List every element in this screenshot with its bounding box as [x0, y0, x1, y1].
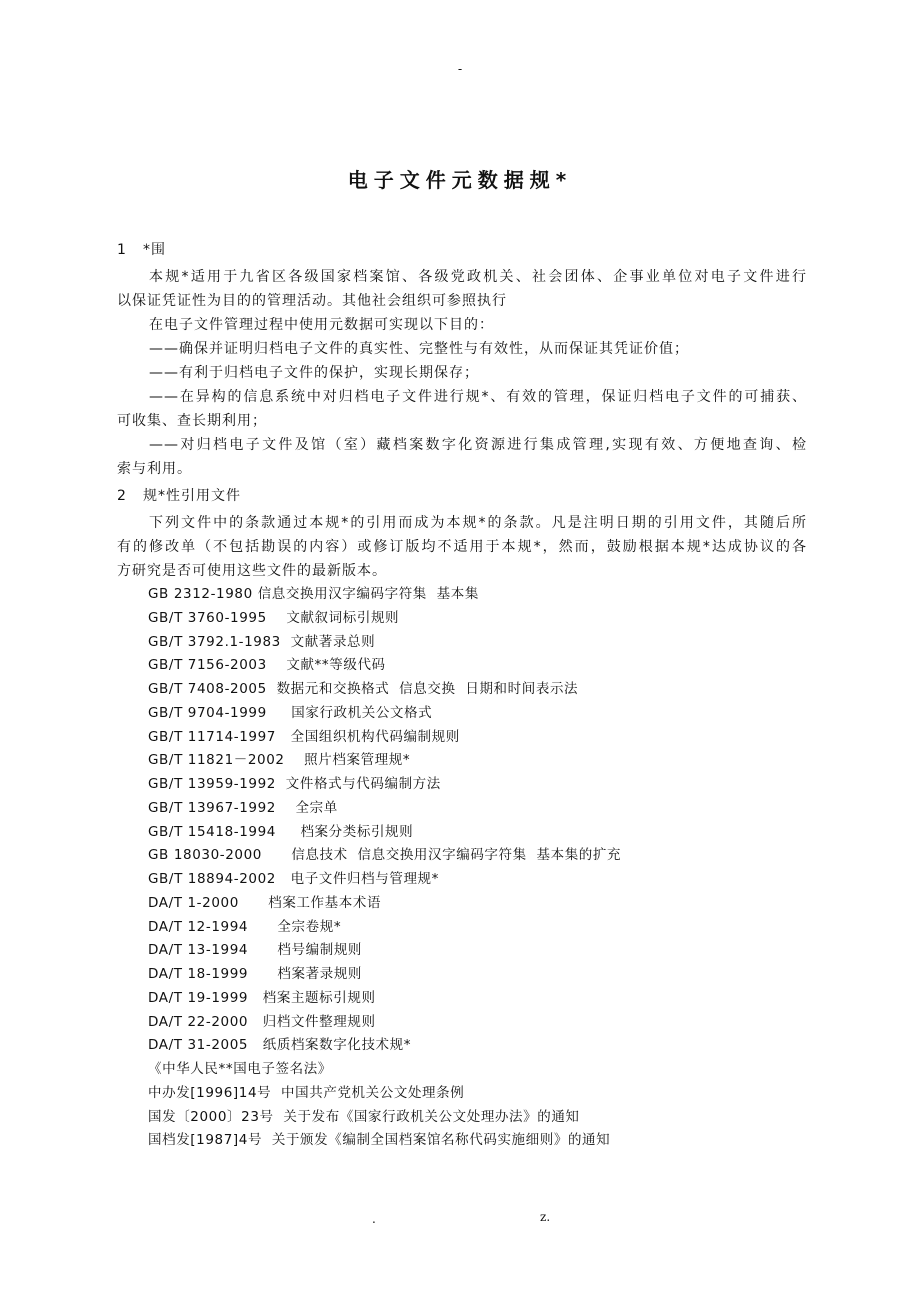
section-1-paragraph-2: 在电子文件管理过程中使用元数据可实现以下目的： — [149, 317, 494, 333]
reference-item: GB/T 7156-2003 文献**等级代码 — [148, 657, 386, 674]
reference-item: DA/T 1-2000 档案工作基本术语 — [148, 894, 382, 911]
section-2-title: 规*性引用文件 — [143, 488, 241, 504]
section-1-heading — [117, 238, 807, 262]
section-1-bullet-3-line-2: 可收集、查长期利用； — [117, 413, 267, 429]
section-1-title: *围 — [143, 242, 166, 258]
section-1-number: 1 — [117, 242, 127, 258]
section-1-bullet-1: ——确保并证明归档电子文件的真实性、完整性与有效性，从而保证其凭证价值； — [149, 341, 689, 357]
reference-item: DA/T 18-1999 档案著录规则 — [148, 966, 363, 982]
section-1-bullet-4-line-2: 索与利用。 — [117, 461, 192, 477]
reference-item: GB/T 15418-1994 档案分类标引规则 — [148, 823, 414, 840]
reference-item: GB/T 11821－2002 照片档案管理规* — [148, 752, 411, 769]
reference-item: GB/T 13967-1992 全宗单 — [148, 799, 338, 816]
section-2-paragraph-line-3: 方研究是否可使用这些文件的最新版本。 — [117, 563, 387, 579]
section-2-paragraph-line-2: 有的修改单（不包括勘误的内容）或修订版均不适用于本规*，然而，鼓励根据本规*达成协议的各 — [117, 539, 807, 555]
reference-item: DA/T 22-2000 归档文件整理规则 — [148, 1013, 376, 1030]
section-1-bullet-4-line-1: ——对归档电子文件及馆（室）藏档案数字化资源进行集成管理,实现有效、方便地查询、检 — [149, 437, 807, 453]
reference-item: GB/T 18894-2002 电子文件归档与管理规* — [148, 871, 440, 887]
reference-item: DA/T 13-1994 档号编制规则 — [148, 942, 363, 959]
reference-item: DA/T 19-1999 档案主题标引规则 — [148, 989, 376, 1006]
reference-item: GB/T 11714-1997 全国组织机构代码编制规则 — [148, 728, 460, 745]
reference-item: DA/T 31-2005 纸质档案数字化技术规* — [148, 1037, 412, 1054]
section-1-bullet-2: ——有利于归档电子文件的保护，实现长期保存； — [149, 365, 479, 381]
footer-mark-left: . — [372, 1212, 376, 1226]
reference-item: GB/T 3760-1995 文献叙词标引规则 — [148, 609, 400, 626]
reference-item: GB/T 7408-2005 数据元和交换格式 信息交换 日期和时间表示法 — [148, 681, 579, 697]
document-body — [117, 238, 807, 1153]
reference-item: GB 18030-2000 信息技术 信息交换用汉字编码字符集 基本集的扩充 — [148, 847, 622, 864]
footer-mark-right: z. — [540, 1210, 551, 1224]
header-mark: - — [457, 62, 463, 76]
section-1-paragraph-1-line-1: 本规*适用于九省区各级国家档案馆、各级党政机关、社会团体、企事业单位对电子文件进行 — [149, 269, 807, 285]
section-1-paragraph-1-line-2: 以保证凭证性为目的的管理活动。其他社会组织可参照执行 — [117, 293, 507, 309]
document-title: 电子文件元数据规* — [347, 168, 573, 192]
reference-item: 《中华人民**国电子签名法》 — [148, 1061, 332, 1077]
reference-item: 国档发[1987]4号 关于颁发《编制全国档案馆名称代码实施细则》的通知 — [148, 1132, 611, 1149]
section-1-bullet-3-line-1: ——在异构的信息系统中对归档电子文件进行规*、有效的管理，保证归档电子文件的可捕获、 — [149, 389, 807, 405]
section-2-heading — [117, 484, 807, 508]
reference-item: GB/T 3792.1-1983 文献著录总则 — [148, 633, 376, 650]
reference-item: GB 2312-1980 信息交换用汉字编码字符集 基本集 — [148, 586, 479, 602]
reference-item: 中办发[1996]14号 中国共产党机关公文处理条例 — [148, 1084, 465, 1101]
reference-item: 国发〔2000〕23号 关于发布《国家行政机关公文处理办法》的通知 — [148, 1108, 580, 1125]
reference-item: GB/T 9704-1999 国家行政机关公文格式 — [148, 704, 433, 721]
section-2-paragraph-line-1: 下列文件中的条款通过本规*的引用而成为本规*的条款。凡是注明日期的引用文件，其随后所 — [149, 515, 807, 531]
reference-item: GB/T 13959-1992 文件格式与代码编制方法 — [148, 776, 441, 792]
reference-list — [117, 583, 807, 1153]
section-2-number: 2 — [117, 488, 127, 504]
reference-item: DA/T 12-1994 全宗卷规* — [148, 918, 342, 935]
